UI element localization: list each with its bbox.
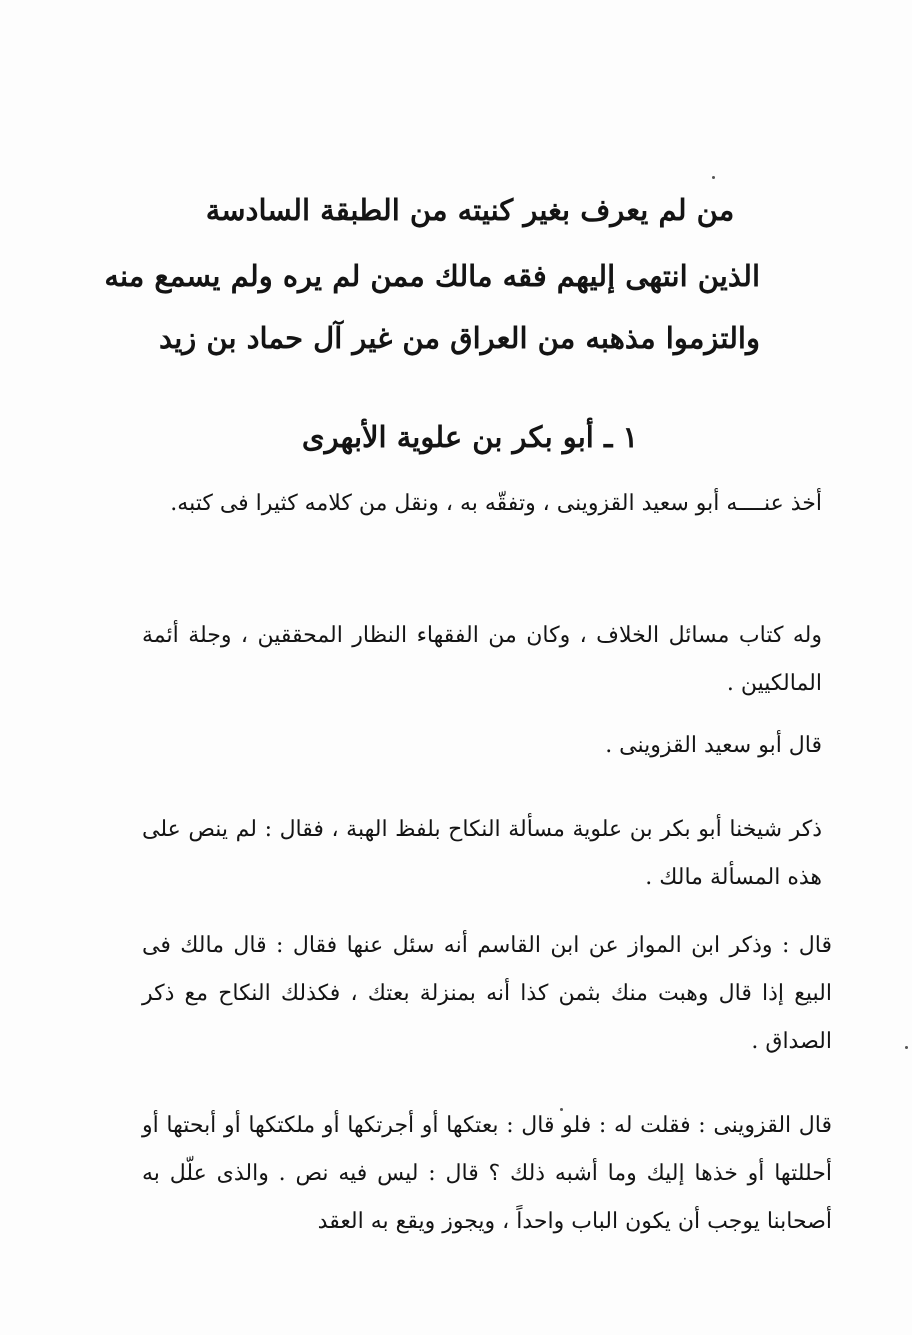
- chapter-heading-line-1: من لم يعرف بغير كنيته من الطبقة السادسة: [205, 193, 735, 227]
- chapter-heading-line-3: والتزموا مذهبه من العراق من غير آل حماد بن زيد: [158, 321, 760, 355]
- scan-speck: [905, 1046, 908, 1049]
- paragraph-3: قال أبو سعيد القزوينى .: [605, 733, 822, 758]
- entry-title: ١ ـ أبو بكر بن علوية الأبهرى: [301, 420, 639, 454]
- paragraph-5: قال : وذكر ابن المواز عن ابن القاسم أنه سئل عنها فقال : قال مالك فى البيع إذا قال وهبت منك بثمن كذا أنه بمنزلة بعتك ، فكذلك النكاح مع ذكر الصداق .: [142, 933, 832, 1054]
- paragraph-1: أخذ عنــــه أبو سعيد القزوينى ، وتفقّه به ، ونقل من كلامه كثيرا فى كتبه.: [170, 491, 822, 516]
- paragraph-4: ذكر شيخنا أبو بكر بن علوية مسألة النكاح بلفظ الهبة ، فقال : لم ينص على هذه المسألة مالك .: [142, 817, 822, 890]
- chapter-heading-line-2: الذين انتهى إليهم فقه مالك ممن لم يره ولم يسمع منه: [104, 259, 760, 293]
- paragraph-2: وله كتاب مسائل الخلاف ، وكان من الفقهاء النظار المحققين ، وجلة أئمة المالكيين .: [142, 623, 822, 696]
- scan-speck: [712, 176, 715, 179]
- paragraph-6: قال القزوينى : فقلت له : فلو قال : بعتكها أو أجرتكها أو ملكتكها أو أبحتها أو أحللتها أو خذها إليك وما أشبه ذلك ؟ قال : ليس فيه نص . والذى علّل به أصحابنا يوجب أن يكون الباب واحداً ، ويجوز ويقع به العقد: [142, 1113, 832, 1234]
